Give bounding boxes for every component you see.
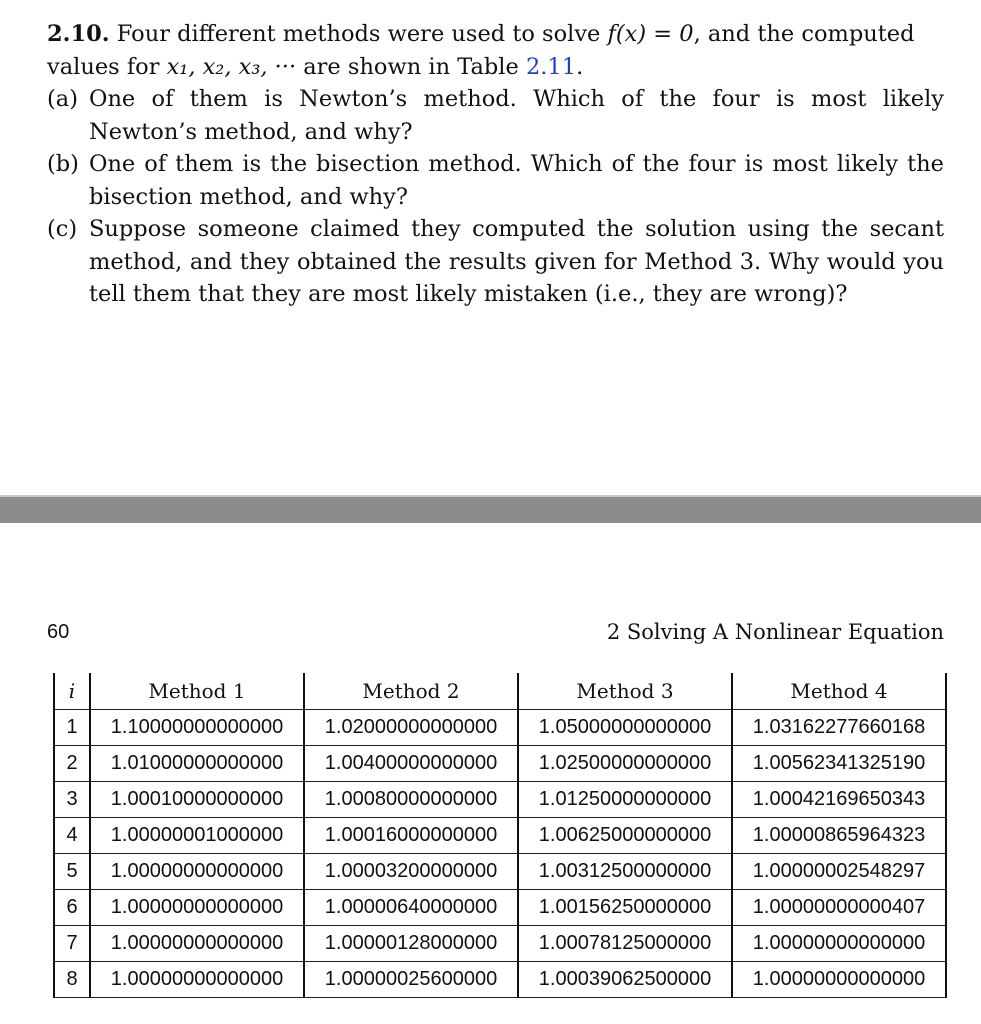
method-4-value-cell: 1.00000002548297 bbox=[732, 854, 946, 890]
method-4-value-cell: 1.00562341325190 bbox=[732, 746, 946, 782]
question-item-c bbox=[47, 213, 944, 311]
method-4-value-cell: 1.00000000000000 bbox=[732, 962, 946, 998]
row-index-cell: 7 bbox=[54, 926, 90, 962]
method-3-value-cell: 1.00039062500000 bbox=[518, 962, 732, 998]
method-2-value-cell: 1.00000025600000 bbox=[304, 962, 518, 998]
method-2-value-cell: 1.00000640000000 bbox=[304, 890, 518, 926]
method-3-value-cell: 1.05000000000000 bbox=[518, 710, 732, 746]
method-1-value-cell: 1.00000000000000 bbox=[90, 890, 304, 926]
sequence: x₁, x₂, x₃, ··· bbox=[166, 53, 297, 80]
item-label: (b) bbox=[47, 151, 79, 177]
table-row bbox=[54, 782, 946, 818]
method-2-value-cell: 1.00080000000000 bbox=[304, 782, 518, 818]
method-3-value-cell: 1.02500000000000 bbox=[518, 746, 732, 782]
intro-text-1: Four different methods were used to solve bbox=[116, 21, 608, 47]
header-method-4: Method 4 bbox=[732, 673, 946, 710]
row-index-cell: 5 bbox=[54, 854, 90, 890]
method-3-value-cell: 1.00078125000000 bbox=[518, 926, 732, 962]
method-2-value-cell: 1.00400000000000 bbox=[304, 746, 518, 782]
header-method-1: Method 1 bbox=[90, 673, 304, 710]
table-row bbox=[54, 854, 946, 890]
item-text: One of them is Newton’s method. Which of the four is most likely Newton’s method, and why? bbox=[89, 86, 944, 145]
equation: f(x) = 0 bbox=[607, 21, 694, 47]
item-label: (a) bbox=[47, 86, 78, 112]
method-4-value-cell: 1.00000000000000 bbox=[732, 926, 946, 962]
row-index-cell: 4 bbox=[54, 818, 90, 854]
results-table bbox=[53, 673, 947, 998]
method-1-value-cell: 1.00000000000000 bbox=[90, 926, 304, 962]
table-row bbox=[54, 818, 946, 854]
table-row bbox=[54, 890, 946, 926]
method-3-value-cell: 1.00625000000000 bbox=[518, 818, 732, 854]
row-index-cell: 6 bbox=[54, 890, 90, 926]
method-1-value-cell: 1.10000000000000 bbox=[90, 710, 304, 746]
method-4-value-cell: 1.03162277660168 bbox=[732, 710, 946, 746]
intro-end: . bbox=[576, 53, 584, 80]
method-2-value-cell: 1.00000128000000 bbox=[304, 926, 518, 962]
header-method-2: Method 2 bbox=[304, 673, 518, 710]
question-item-a bbox=[47, 83, 944, 148]
header-index: i bbox=[54, 673, 90, 710]
table-row bbox=[54, 962, 946, 998]
row-index-cell: 3 bbox=[54, 782, 90, 818]
row-index-cell: 8 bbox=[54, 962, 90, 998]
method-1-value-cell: 1.00000000000000 bbox=[90, 962, 304, 998]
problem-statement bbox=[47, 18, 944, 311]
running-head: 2 Solving A Nonlinear Equation bbox=[606, 620, 944, 644]
item-text: Suppose someone claimed they computed the solution using the secant method, and they obtained the results given for Method 3. Why would you tell them that they are most likely mistaken (i.e., they are wrong)? bbox=[89, 216, 944, 307]
method-3-value-cell: 1.00312500000000 bbox=[518, 854, 732, 890]
method-1-value-cell: 1.00010000000000 bbox=[90, 782, 304, 818]
method-4-value-cell: 1.00000865964323 bbox=[732, 818, 946, 854]
method-1-value-cell: 1.00000001000000 bbox=[90, 818, 304, 854]
method-2-value-cell: 1.02000000000000 bbox=[304, 710, 518, 746]
item-text: One of them is the bisection method. Which of the four is most likely the bisection method, and why? bbox=[89, 151, 944, 210]
table-row bbox=[54, 710, 946, 746]
question-item-b bbox=[47, 148, 944, 213]
table-header-row bbox=[54, 673, 946, 710]
method-4-value-cell: 1.00000000000407 bbox=[732, 890, 946, 926]
row-index-cell: 1 bbox=[54, 710, 90, 746]
header-method-3: Method 3 bbox=[518, 673, 732, 710]
problem-number: 2.10. bbox=[47, 21, 110, 47]
item-label: (c) bbox=[47, 216, 78, 242]
method-3-value-cell: 1.00156250000000 bbox=[518, 890, 732, 926]
table-reference-link[interactable]: 2.11 bbox=[525, 53, 577, 80]
page-divider bbox=[0, 495, 981, 523]
table-row bbox=[54, 926, 946, 962]
method-2-value-cell: 1.00016000000000 bbox=[304, 818, 518, 854]
intro-text-3: are shown in Table bbox=[296, 53, 526, 80]
method-4-value-cell: 1.00042169650343 bbox=[732, 782, 946, 818]
row-index-cell: 2 bbox=[54, 746, 90, 782]
method-1-value-cell: 1.01000000000000 bbox=[90, 746, 304, 782]
page-number: 60 bbox=[47, 621, 70, 643]
problem-intro bbox=[47, 18, 944, 83]
intro-text-2: , and the computed values for bbox=[47, 21, 915, 80]
method-2-value-cell: 1.00003200000000 bbox=[304, 854, 518, 890]
table-body bbox=[54, 710, 946, 998]
method-3-value-cell: 1.01250000000000 bbox=[518, 782, 732, 818]
table-row bbox=[54, 746, 946, 782]
method-1-value-cell: 1.00000000000000 bbox=[90, 854, 304, 890]
